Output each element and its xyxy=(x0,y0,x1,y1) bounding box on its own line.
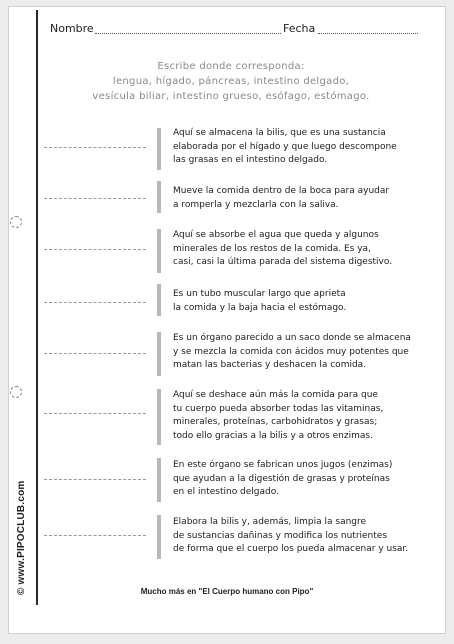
footer-promo: Mucho más en "El Cuerpo humano con Pipo" xyxy=(140,587,314,596)
description-line: minerales de los restos de la comida. Es ya, xyxy=(173,243,371,254)
description-line: en el intestino delgado. xyxy=(173,487,279,497)
item-bar xyxy=(157,229,161,273)
item-description xyxy=(173,389,435,443)
name-field[interactable] xyxy=(95,33,281,34)
answer-line[interactable] xyxy=(44,353,146,354)
instructions xyxy=(44,59,418,104)
item-bar xyxy=(157,181,161,213)
description-line: Aquí se almacena la bilis, que es una sustancia xyxy=(173,128,386,138)
description-line: En este órgano se fabrican unos jugos (enzimas) xyxy=(173,460,393,470)
item-description xyxy=(173,127,435,168)
description-line: de forma que el cuerpo los pueda almacenar y usar. xyxy=(173,544,409,554)
site-watermark: © www.PIPOCLUB.com xyxy=(16,480,27,595)
margin-line xyxy=(36,10,38,605)
name-label: Nombre xyxy=(50,22,94,35)
description-line: de sustancias dañinas y modifica los nutrientes xyxy=(173,530,388,541)
description-line: Mueve la comida dentro de la boca para ayudar xyxy=(173,186,390,196)
answer-line[interactable] xyxy=(44,413,146,414)
instructions-line: Escribe donde corresponda: xyxy=(157,61,305,72)
answer-line[interactable] xyxy=(44,249,146,250)
item-description xyxy=(173,229,435,270)
description-line: todo ello gracias a la bilis y a otros enzimas. xyxy=(173,430,373,441)
item-bar xyxy=(157,515,161,559)
description-line: Elabora la bilis y, además, limpia la sangre xyxy=(173,517,367,527)
instructions-word-list: vesícula biliar, intestino grueso, esófago, estómago. xyxy=(92,91,370,102)
answer-line[interactable] xyxy=(44,479,146,480)
item-description xyxy=(173,516,435,557)
instructions-word-list: lengua, hígado, páncreas, intestino delgado, xyxy=(112,76,350,87)
item-description xyxy=(173,185,435,212)
answer-line[interactable] xyxy=(44,198,146,199)
description-line: Es un órgano parecido a un saco donde se almacena xyxy=(173,333,411,343)
item-description xyxy=(173,332,435,373)
description-line: Aquí se absorbe el agua que queda y algunos xyxy=(173,230,379,240)
item-bar xyxy=(157,332,161,376)
description-line: matan las bacterias y deshacen la comida. xyxy=(173,360,367,370)
binder-hole-bottom xyxy=(10,386,22,398)
binder-hole-top xyxy=(10,216,22,228)
description-line: elaborada por el hígado y que luego descompone xyxy=(173,141,397,152)
description-line: a romperla y mezclarla con la saliva. xyxy=(173,199,339,210)
item-bar xyxy=(157,128,161,170)
header-row xyxy=(42,22,418,38)
item-description xyxy=(173,288,435,315)
item-bar xyxy=(157,458,161,502)
date-field[interactable] xyxy=(318,33,418,34)
answer-line[interactable] xyxy=(44,147,146,148)
item-bar xyxy=(157,284,161,316)
description-line: Aquí se deshace aún más la comida para que xyxy=(173,390,378,400)
description-line: Es un tubo muscular largo que aprieta xyxy=(173,289,346,299)
date-label: Fecha xyxy=(283,22,316,35)
description-line: minerales, proteínas, carbohidratos y grasas; xyxy=(173,417,378,427)
description-line: que ayudan a la digestión de grasas y proteínas xyxy=(173,473,390,484)
description-line: tu cuerpo pueda absorber todas las vitaminas, xyxy=(173,403,384,414)
description-line: y se mezcla la comida con ácidos muy potentes que xyxy=(173,346,409,357)
description-line: casi, casi la última parada del sistema digestivo. xyxy=(173,257,393,267)
item-description xyxy=(173,459,435,500)
answer-line[interactable] xyxy=(44,302,146,303)
description-line: la comida y la baja hacia el estómago. xyxy=(173,302,347,313)
answer-line[interactable] xyxy=(44,535,146,536)
item-bar xyxy=(157,389,161,445)
description-line: las grasas en el intestino delgado. xyxy=(173,155,328,165)
